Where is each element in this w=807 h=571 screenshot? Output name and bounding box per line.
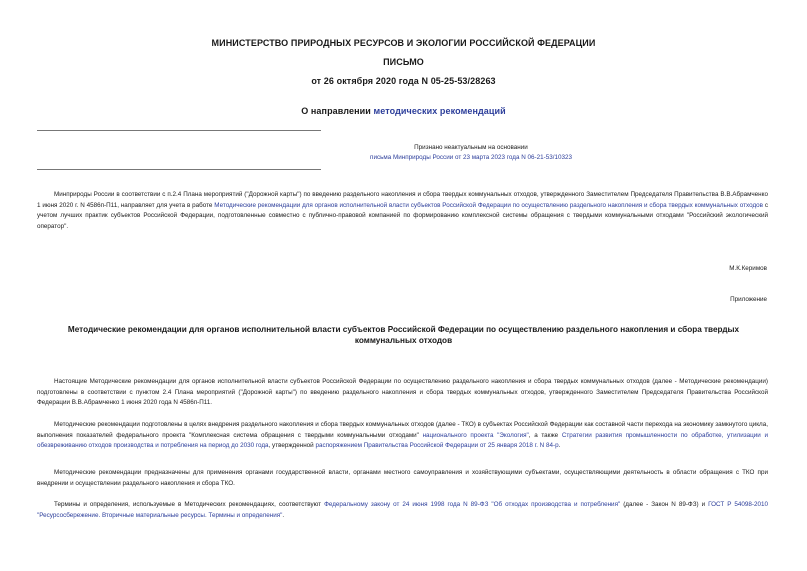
status-note — [271, 143, 671, 163]
p2-text-b: , а также — [528, 431, 562, 439]
letter-paragraph — [37, 190, 768, 232]
appendix-label: Приложение — [730, 296, 767, 303]
p2-text-c: , утвержденной — [268, 442, 316, 450]
p2-text-d: . — [558, 442, 561, 450]
p2-text-a: Методические рекомендации подготовлены в целях внедрения раздельного накопления и сбора твердых коммунальных отходов (далее - ТКО) в субъектах Российской Федерации как составной части перехода на экономику замкнутого цикла, выполнения показателей федерального проекта "Комплексная система обращения с твердыми коммунальными отходами" — [37, 421, 768, 439]
body-paragraph-2 — [37, 420, 768, 452]
strategy-link[interactable]: Стратегии развития промышленности по обработке, утилизации и обезвреживанию отходов производства и потребления на период до 2030 года — [37, 431, 768, 450]
letter-text-a: Минприроды России в соответствии с п.2.4 Плана мероприятий ("Дорожной карты") по введению раздельного накопления и сбора твердых коммунальных отходов, утвержденного Заместителем Председателя Правительства В.В.Абрамченко 1 июня 2020 г. N 4586п-П11, направляет для учета в работе — [37, 191, 768, 209]
federal-law-link[interactable]: Федеральному закону от 24 июня 1998 года N 89-ФЗ "Об отходах производства и потребления" — [324, 501, 621, 508]
appendix-title: Методические рекомендации для органов исполнительной власти субъектов Российской Федерации по осуществлению раздельного накопления и сбора твердых коммунальных отходов — [67, 325, 740, 345]
p4-text-c: . — [282, 511, 285, 519]
national-project-link[interactable]: национального проекта "Экология" — [422, 431, 529, 439]
status-note-link[interactable]: письма Минприроды России от 23 марта 2023 года N 06-21-53/10323 — [370, 154, 572, 161]
body-paragraph-3: Методические рекомендации предназначены для применения органами государственной власти, органами местного самоуправления и хозяйствующими субъектами, осуществляющими деятельность в области обращения с ТКО при внедрении и осуществлении раздельного накопления и сбора ТКО. — [37, 469, 768, 487]
document-date-number: от 26 октября 2020 года N 05-25-53/28263 — [311, 76, 496, 86]
gost-link[interactable]: ГОСТ Р 54098-2010 "Ресурсосбережение. Вторичные материальные ресурсы. Термины и определения" — [37, 501, 769, 519]
document-subject — [0, 106, 807, 116]
government-order-link[interactable]: распоряжением Правительства Российской Федерации от 25 января 2018 г. N 84-р — [315, 442, 559, 450]
divider-top — [37, 130, 321, 131]
subject-prefix: О направлении — [301, 106, 374, 116]
status-note-text: Признано неактуальным на основании — [414, 144, 528, 151]
body-paragraph-1: Настоящие Методические рекомендации для органов исполнительной власти субъектов Российской Федерации по осуществлению раздельного накопления и сбора твердых коммунальных отходов (далее - Методические рекомендации) подготовлены в соответствии с пунктом 2.4 Плана мероприятий ("Дорожной карты") по введению раздельного накопления и сбора твердых коммунальных отходов, утвержденного Заместителем Председателя Правительства Российской Федерации В.В.Абрамченко 1 июня 2020 года N 4586п-П11. — [37, 378, 768, 407]
ministry-heading: МИНИСТЕРСТВО ПРИРОДНЫХ РЕСУРСОВ И ЭКОЛОГИИ РОССИЙСКОЙ ФЕДЕРАЦИИ — [211, 38, 596, 48]
divider-bottom — [37, 169, 321, 170]
subject-link[interactable]: методических рекомендаций — [373, 106, 506, 116]
methodical-recommendations-link[interactable]: Методические рекомендации для органов исполнительной власти субъектов Российской Федерации по осуществлению раздельного накопления и сбора твердых коммунальных отходов — [214, 201, 763, 209]
letter-text-b: с учетом лучших практик субъектов Российской Федерации, подготовленные совместно с публично-правовой компанией по формированию комплексной системы обращения с твердыми коммунальными отходами "Российский экологический оператор". — [37, 201, 768, 230]
p4-text-b: (далее - Закон N 89-ФЗ) и — [620, 501, 709, 508]
body-paragraph-4 — [37, 500, 768, 521]
signature: М.К.Керимов — [729, 265, 767, 272]
p4-text-a: Термины и определения, используемые в Методических рекомендациях, соответствуют — [54, 501, 325, 508]
document-type: ПИСЬМО — [383, 57, 424, 67]
